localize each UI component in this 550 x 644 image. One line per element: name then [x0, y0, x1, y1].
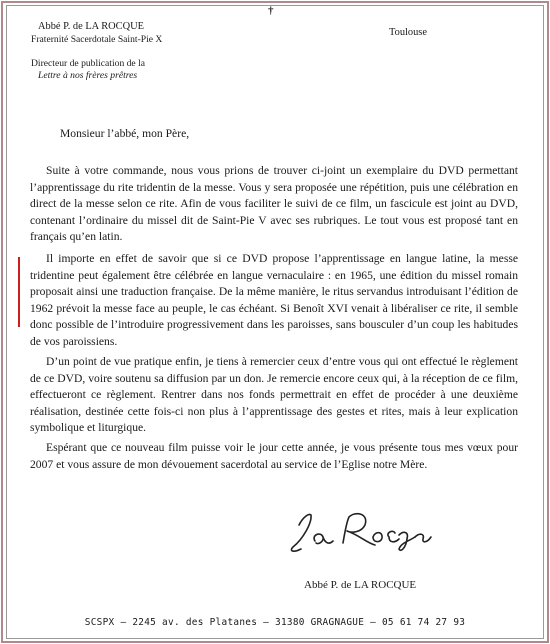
- paragraph-payment: D’un point de vue pratique enfin, je tiens à remercier ceux d’entre vous qui ont effectué le règlement de ce DVD, voire soutenu sa diffusion par un don. Je remercie encore ceux qui, à la réception de ce film, effectueront ce règlement. Rentrer dans nos fonds permettrait en effet de procéder à une deuxième réalisation, destinée cette fois-ci non plus à l’apprentissage des gestes et rites, mais à leur explication symbolique et liturgique.: [30, 355, 518, 435]
- handwritten-signature: [285, 503, 435, 559]
- signatory-name: Abbé P. de LA ROCQUE: [304, 579, 417, 591]
- sender-organization: Fraternité Sacerdotale Saint-Pie X: [31, 34, 163, 45]
- footer-address: SCSPX – 2245 av. des Platanes – 31380 GRAGNAGUE – 05 61 74 27 93: [84, 617, 466, 628]
- salutation: Monsieur l’abbé, mon Père,: [60, 127, 190, 140]
- paragraph-closing: Espérant que ce nouveau film puisse voir le jour cette année, je vous présente tous mes vœux pour 2007 et vous assure de mon dévouement sacerdotal au service de l’Eglise notre Mère.: [30, 441, 518, 471]
- paragraph-vernacular: Il importe en effet de savoir que si ce DVD propose l’apprentissage en langue latine, la messe tridentine peut également être célébrée en langue vernaculaire : en 1965, une édition du missel romain proposait ainsi une traduction française. De la même manière, le ritus servandus introduisant l’édition de 1962 prévoit la messe face au peuple, le cas échéant. Si Benoît XVI venait à libéraliser ce rite, il semble donc possible de l’introduire progressivement dans les paroisses, sans bousculer d’un coup les habitudes de vos paroissiens.: [30, 252, 518, 348]
- paragraph-order: Suite à votre commande, nous vous prions de trouver ci-joint un exemplaire du DVD permettant l’apprentissage du rite tridentin de la messe. Vous y sera proposée une répétition, puis une célébration en direct de la messe selon ce rite. Afin de vous faciliter le suivi de ce film, un fascicule est joint au DVD, contenant l’ordinaire du missel dit de Saint-Pie V avec ses rubriques. Le tout vous est proposé tant en français qu’en latin.: [30, 164, 518, 244]
- letter-city: Toulouse: [389, 27, 427, 38]
- sender-role: Directeur de publication de la: [31, 58, 146, 69]
- highlight-bar: [18, 257, 20, 327]
- sender-name: Abbé P. de LA ROCQUE: [38, 21, 144, 32]
- publication-title: Lettre à nos frères prêtres: [38, 70, 138, 81]
- cross-icon: †: [268, 5, 274, 17]
